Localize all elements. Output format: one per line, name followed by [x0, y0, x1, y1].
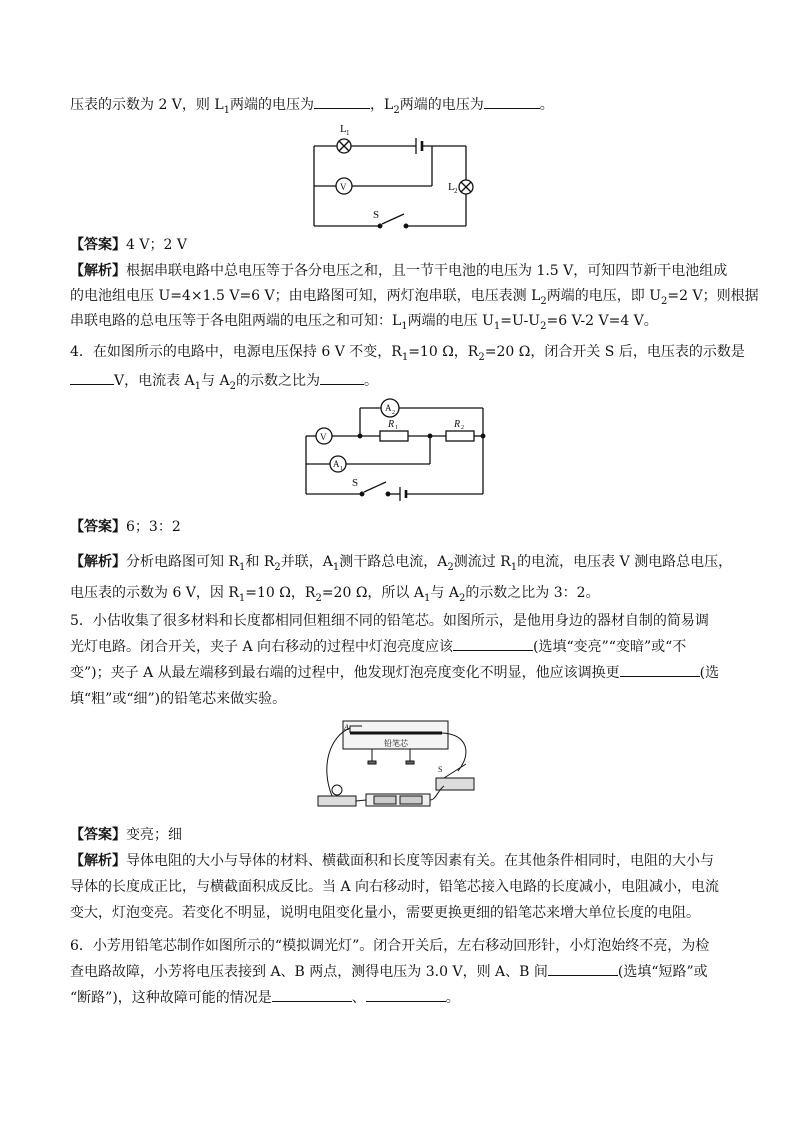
q4-circuit-diagram	[300, 396, 500, 501]
answer-blank[interactable]	[620, 664, 700, 677]
svg-text:R: R	[388, 419, 395, 430]
svg-text:S: S	[352, 477, 359, 489]
answer-blank[interactable]	[484, 96, 540, 109]
svg-text:铅笔芯: 铅笔芯	[384, 739, 408, 748]
svg-text:L: L	[448, 181, 455, 193]
svg-text:S: S	[373, 209, 380, 221]
svg-text:A: A	[333, 459, 340, 469]
answer-blank[interactable]	[314, 96, 370, 109]
q3-analysis-line: 的电池组电压 U=4×1.5 V=6 V；由电路图可知，两灯泡串联，电压表测 $L_2$两端的电压，即 $U_2=2$ V；则根据	[70, 288, 759, 307]
svg-text:1: 1	[395, 425, 398, 431]
svg-text:2: 2	[392, 410, 395, 416]
svg-text:2: 2	[454, 187, 458, 195]
q5-analysis-line: 变大，灯泡变亮。若变化不明显，说明电阻变化量小，需要更换更细的铅笔芯来增大单位长度的电阻。	[70, 905, 700, 921]
answer-blank[interactable]	[366, 989, 446, 1002]
svg-text:A: A	[385, 403, 392, 413]
svg-text:1: 1	[346, 129, 350, 137]
answer-blank[interactable]	[272, 989, 352, 1002]
svg-text:V: V	[320, 432, 327, 442]
q5-question-line: 变”)；夹子 A 从最左端移到最右端的过程中，他发现灯泡亮度变化不明显，他应该调换更 (选	[70, 665, 720, 681]
answer-blank[interactable]	[70, 372, 114, 385]
q6-question-line: “断路”)，这种故障可能的情况是 、 。	[70, 990, 460, 1006]
bulb	[332, 785, 342, 795]
q3-analysis-line: 【解析】根据串联电路中总电压等于各分电压之和，且一节干电池的电压为 1.5 V，可知四节新干电池组成	[70, 263, 728, 279]
q5-apparatus-illustration	[310, 716, 485, 816]
lamp-base	[318, 796, 356, 806]
q4-question-line: V，电流表 $A_1$与 $A_2$的示数之比为 。	[70, 372, 730, 390]
svg-text:A: A	[344, 723, 349, 732]
q3-circuit-diagram	[300, 118, 500, 233]
answer-blank[interactable]	[320, 372, 364, 385]
q5-question-line: 填“粗”或“细”)的铅笔芯来做实验。	[70, 691, 287, 707]
q5-answer: 【答案】变亮；细	[70, 827, 182, 843]
svg-text:L: L	[340, 123, 347, 135]
svg-text:1: 1	[340, 466, 343, 472]
q4-analysis-line: 【解析】分析电路图可知 $R_1$和 $R_2$并联，$A_1$测干路总电流，$A_2$测流过 $R_1$的电流，电压表 V 测电路总电压，	[70, 554, 733, 573]
q6-question-line: 6．小芳用铅笔芯制作如图所示的“模拟调光灯”。闭合开关后，左右移动回形针，小灯泡始终不亮，为检	[70, 938, 710, 954]
q4-question-line: 4．在如图所示的电路中，电源电压保持 6 V 不变，$R_1=10$ Ω，$R_2=20$ Ω，闭合开关 S 后，电压表的示数是	[70, 344, 745, 363]
q5-question-line: 光灯电路。闭合开关，夹子 A 向右移动的过程中灯泡亮度应该 (选填“变亮”“变暗”或“不	[70, 639, 687, 655]
svg-text:R: R	[454, 419, 461, 430]
svg-text:S: S	[438, 765, 443, 774]
q3-question-line: 压表的示数为 2 V，则 $L_1$两端的电压为 ，$L_2$两端的电压为 。	[70, 97, 554, 116]
resistor-R2	[446, 431, 474, 441]
q6-question-line: 查电路故障，小芳将电压表接到 A、B 两点，测得电压为 3.0 V，则 A、B 间 (选填“短路”或	[70, 964, 708, 980]
q3-analysis-line: 串联电路的总电压等于各电阻两端的电压之和可知：$L_1$两端的电压 $U_1=U-U_2=6$ V-2 V=4 V。	[70, 313, 658, 332]
q3-answer: 【答案】4 V；2 V	[70, 237, 187, 253]
q5-question-line: 5．小估收集了很多材料和长度都相同但粗细不同的铅笔芯。如图所示，是他用身边的器材自制的简易调	[70, 613, 709, 629]
answer-blank[interactable]	[548, 963, 618, 976]
svg-text:V: V	[340, 182, 347, 192]
resistor-R1	[380, 431, 408, 441]
svg-text:2: 2	[461, 425, 464, 431]
q4-answer: 【答案】6；3：2	[70, 519, 181, 535]
q4-analysis-line: 电压表的示数为 6 V，因 $R_1=10$ Ω，$R_2=20$ Ω，所以 $A_1$与 $A_2$的示数之比为 3：2。	[70, 585, 600, 604]
answer-blank[interactable]	[453, 638, 533, 651]
q5-analysis-line: 【解析】导体电阻的大小与导体的材料、横截面积和长度等因素有关。在其他条件相同时，电阻的大小与	[70, 853, 714, 869]
q5-analysis-line: 导体的长度成正比，与横截面积成反比。当 A 向右移动时，铅笔芯接入电路的长度减小，电阻减小，电流	[70, 879, 720, 895]
